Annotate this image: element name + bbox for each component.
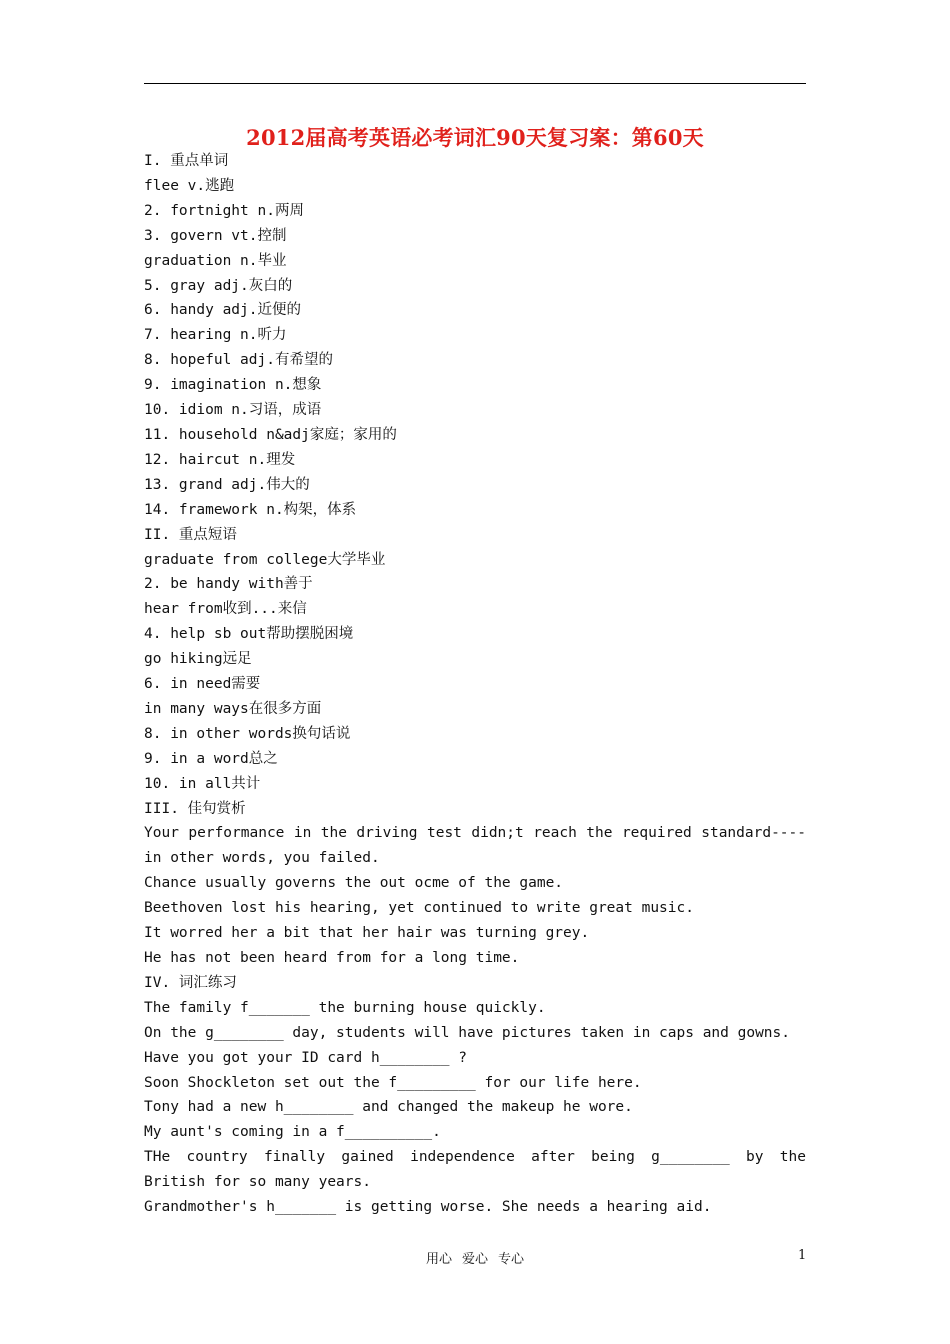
exercise-item: Grandmother's h_______ is getting worse. She needs a hearing aid. xyxy=(144,1199,712,1216)
phrase-item: hear from收到...来信 xyxy=(144,601,307,618)
word-item: 8. hopeful adj.有希望的 xyxy=(144,352,333,369)
sentence-list xyxy=(144,821,806,970)
page-footer xyxy=(0,1248,950,1267)
sentence-item: Beethoven lost his hearing, yet continued to write great music. xyxy=(144,900,694,917)
word-item: 11. household n&adj家庭；家用的 xyxy=(144,426,397,443)
word-item: 9. imagination n.想象 xyxy=(144,377,322,394)
phrase-item: 2. be handy with善于 xyxy=(144,576,313,593)
phrase-item: 6. in need需要 xyxy=(144,676,261,693)
word-item: 2. fortnight n.两周 xyxy=(144,202,304,219)
phrase-item: in many ways在很多方面 xyxy=(144,700,322,717)
word-item: 10. idiom n.习语，成语 xyxy=(144,402,322,419)
word-item: 12. haircut n.理发 xyxy=(144,451,296,468)
footer-text: 专心 xyxy=(498,1252,525,1267)
exercise-item: The family f_______ the burning house quickly. xyxy=(144,999,546,1016)
exercise-item: Tony had a new h________ and changed the makeup he wore. xyxy=(144,1099,633,1116)
phrase-list xyxy=(144,548,806,797)
sentence-item: It worred her a bit that her hair was turning grey. xyxy=(144,925,590,942)
header-rule xyxy=(144,83,806,84)
word-item: 3. govern vt.控制 xyxy=(144,227,287,244)
phrase-item: 9. in a word总之 xyxy=(144,750,278,767)
section-heading-words: I. 重点单词 xyxy=(144,153,229,169)
section-heading-phrases: II. 重点短语 xyxy=(144,526,237,543)
word-item: 6. handy adj.近便的 xyxy=(144,302,301,319)
sentence-item: He has not been heard from for a long time. xyxy=(144,950,520,966)
phrase-item: go hiking远足 xyxy=(144,651,252,668)
exercise-list xyxy=(144,996,806,1220)
word-item: 7. hearing n.听力 xyxy=(144,327,287,344)
exercise-item: Soon Shockleton set out the f_________ for our life here. xyxy=(144,1074,642,1091)
section-heading-exercises: IV. 词汇练习 xyxy=(144,974,237,991)
exercise-item: Have you got your ID card h________ ? xyxy=(144,1049,468,1066)
exercise-item: On the g________ day, students will have pictures taken in caps and gowns. xyxy=(144,1024,791,1041)
exercise-item: My aunt's coming in a f__________. xyxy=(144,1124,441,1141)
page-number: 1 xyxy=(798,1248,807,1263)
phrase-item: 10. in all共计 xyxy=(144,775,261,792)
word-item: 5. gray adj.灰白的 xyxy=(144,277,293,294)
phrase-item: 8. in other words换句话说 xyxy=(144,725,351,742)
sentence-item: Your performance in the driving test didn;t reach the required standard----in other words, you failed. xyxy=(144,825,806,867)
section-heading-sentences: III. 佳句赏析 xyxy=(144,800,246,817)
footer-text: 用心 xyxy=(425,1252,452,1267)
word-item: flee v.逃跑 xyxy=(144,177,235,194)
footer-text: 爱心 xyxy=(461,1252,488,1267)
document-body xyxy=(144,149,806,1220)
phrase-item: graduate from college大学毕业 xyxy=(144,551,386,568)
page-title: 2012届高考英语必考词汇90天复习案：第60天 xyxy=(246,125,704,150)
phrase-item: 4. help sb out帮助摆脱困境 xyxy=(144,626,354,643)
word-item: 13. grand adj.伟大的 xyxy=(144,476,310,493)
word-list xyxy=(144,174,806,523)
word-item: 14. framework n.构架，体系 xyxy=(144,501,357,518)
exercise-item: THe country finally gained independence after being g________ by the British for so many years. xyxy=(144,1149,806,1191)
sentence-item: Chance usually governs the out ocme of the game. xyxy=(144,875,564,892)
word-item: graduation n.毕业 xyxy=(144,252,287,269)
